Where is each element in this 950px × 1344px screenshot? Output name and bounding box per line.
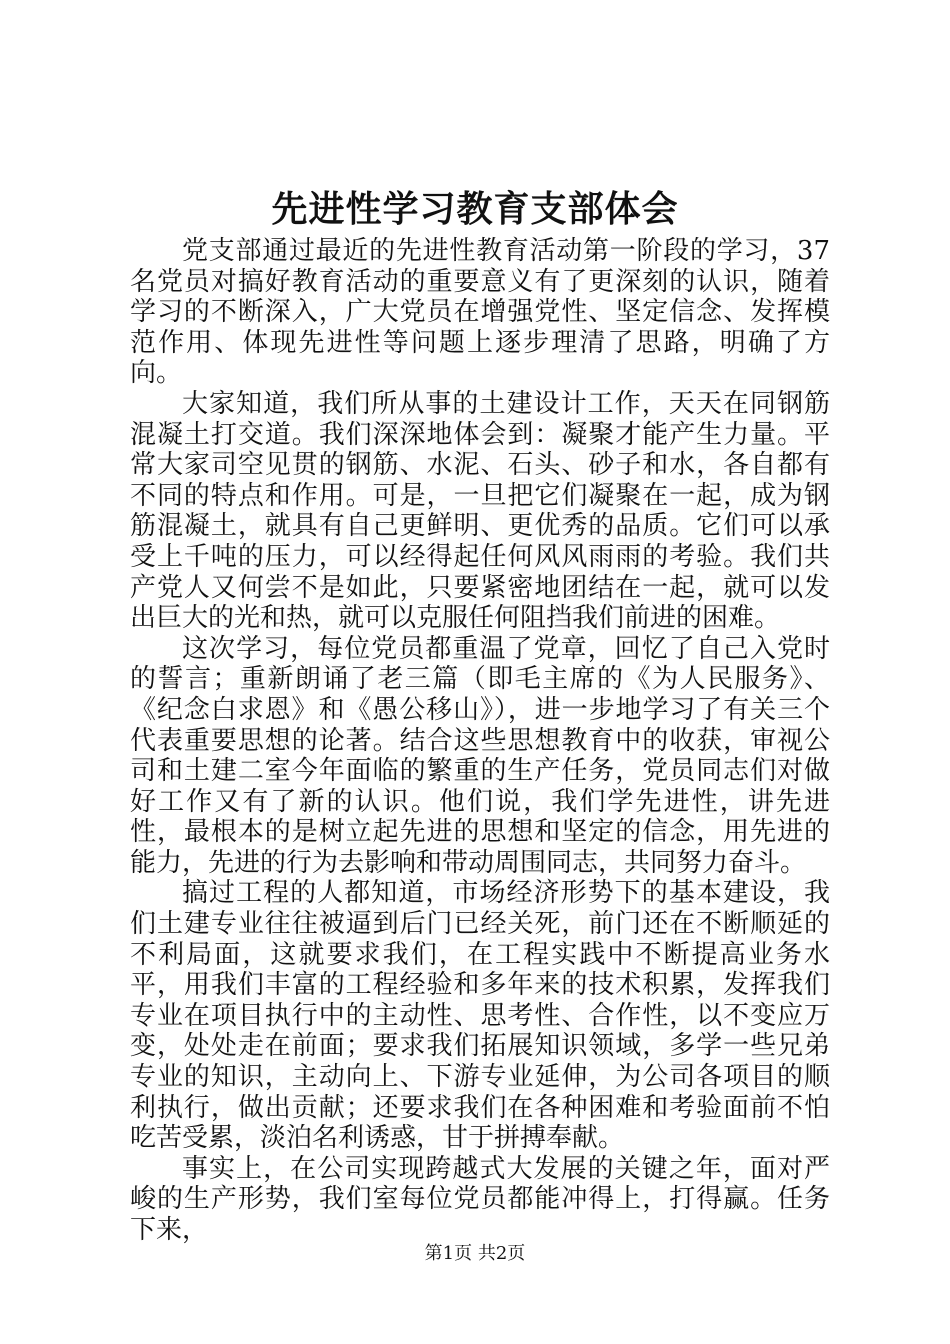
paragraph-1: 党支部通过最近的先进性教育活动第一阶段的学习，37名党员对搞好教育活动的重要意义有了更深刻的认识，随着学习的不断深入，广大党员在增强党性、坚定信念、发挥模范作用、体现先进性等问题上逐步理清了思路，明确了方向。 <box>130 236 830 389</box>
paragraph-3: 这次学习，每位党员都重温了党章，回忆了自己入党时的誓言；重新朗诵了老三篇（即毛主席的《为人民服务》、《纪念白求恩》和《愚公移山》），进一步地学习了有关三个代表重要思想的论著。结合这些思想教育中的收获，审视公司和土建二室今年面临的繁重的生产任务，党员同志们对做好工作又有了新的认识。他们说，我们学先进性，讲先进性，最根本的是树立起先进的思想和坚定的信念，用先进的能力，先进的行为去影响和带动周围同志，共同努力奋斗。 <box>130 633 830 878</box>
document-body <box>130 236 830 1246</box>
page-number-footer: 第1页 共2页 <box>424 1243 526 1264</box>
paragraph-5: 事实上，在公司实现跨越式大发展的关键之年，面对严峻的生产形势，我们室每位党员都能冲得上，打得赢。任务下来， <box>130 1153 830 1245</box>
paragraph-4: 搞过工程的人都知道，市场经济形势下的基本建设，我们土建专业往往被逼到后门已经关死，前门还在不断顺延的不利局面，这就要求我们，在工程实践中不断提高业务水平，用我们丰富的工程经验和多年来的技术积累，发挥我们专业在项目执行中的主动性、思考性、合作性，以不变应万变，处处走在前面；要求我们拓展知识领域，多学一些兄弟专业的知识，主动向上、下游专业延伸，为公司各项目的顺利执行，做出贡献；还要求我们在各种困难和考验面前不怕吃苦受累，淡泊名利诱惑，甘于拼搏奉献。 <box>130 878 830 1154</box>
paragraph-2: 大家知道，我们所从事的土建设计工作，天天在同钢筋混凝土打交道。我们深深地体会到：凝聚才能产生力量。平常大家司空见贯的钢筋、水泥、石头、砂子和水，各自都有不同的特点和作用。可是，一旦把它们凝聚在一起，成为钢筋混凝土，就具有自己更鲜明、更优秀的品质。它们可以承受上千吨的压力，可以经得起任何风风雨雨的考验。我们共产党人又何尝不是如此，只要紧密地团结在一起，就可以发出巨大的光和热，就可以克服任何阻挡我们前进的困难。 <box>130 388 830 634</box>
document-title: 先进性学习教育支部体会 <box>271 188 679 230</box>
